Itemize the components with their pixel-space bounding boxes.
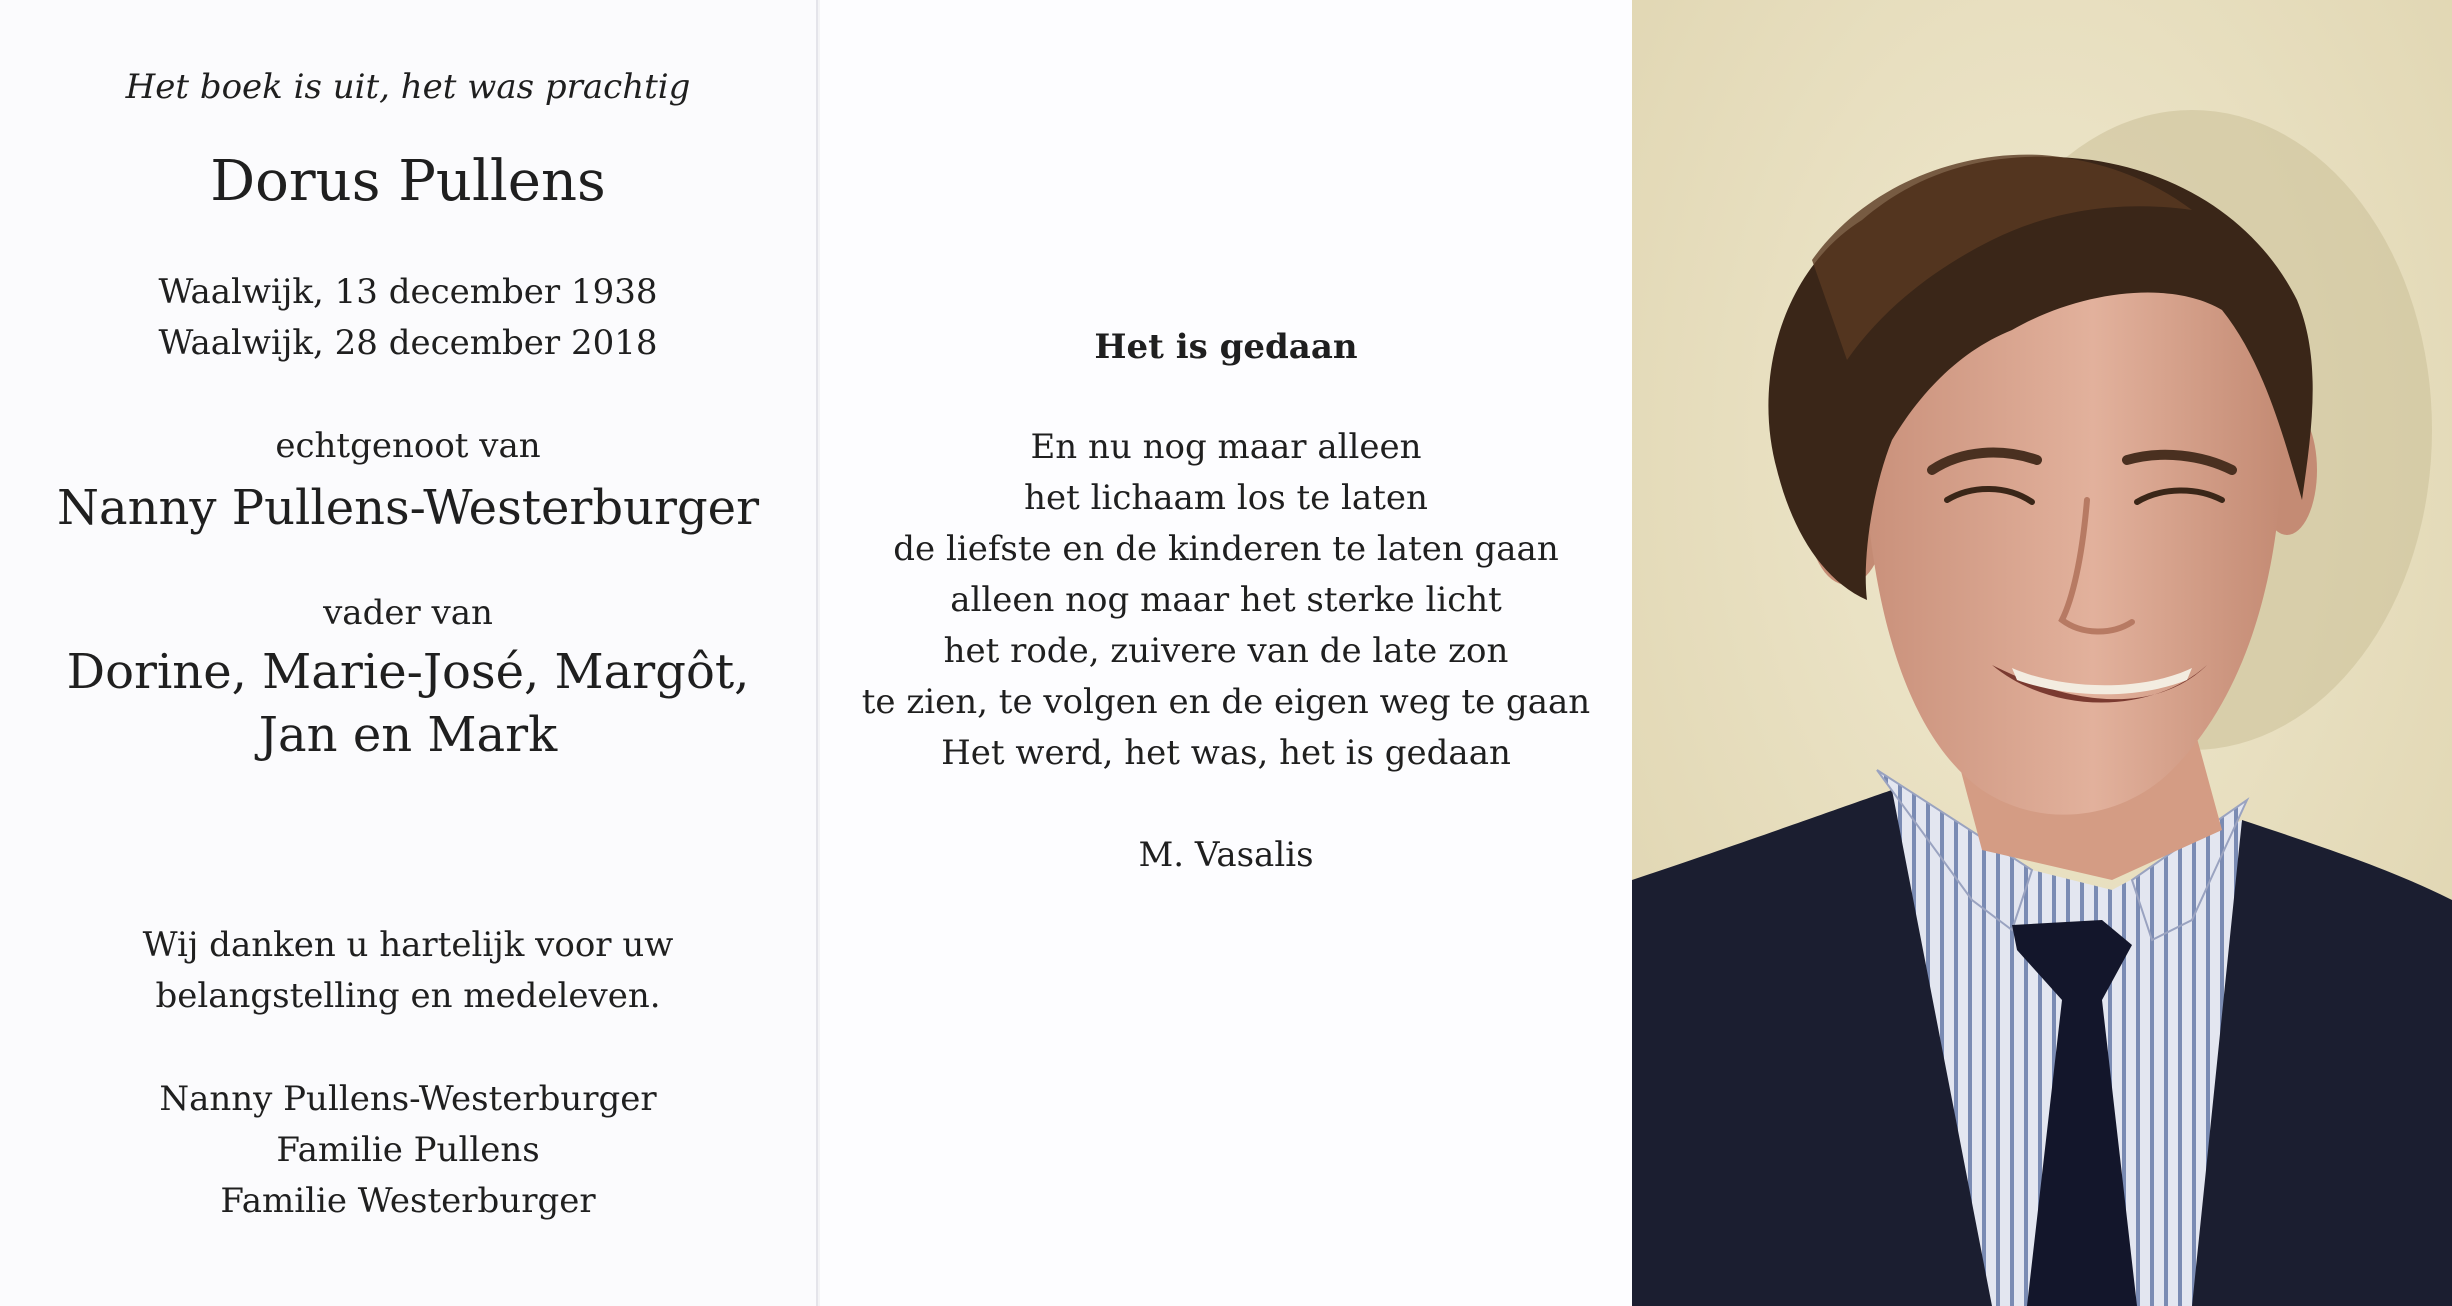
portrait-illustration [1632, 0, 2452, 1306]
thanks-line1: Wij danken u hartelijk voor uw [142, 925, 674, 965]
poem-line: Het werd, het was, het is gedaan [941, 733, 1511, 773]
signatory: Nanny Pullens-Westerburger [159, 1079, 657, 1119]
poem-author: M. Vasalis [1138, 835, 1314, 875]
thanks-line2: belangstelling en medeleven. [155, 976, 661, 1016]
spouse-name: Nanny Pullens-Westerburger [56, 480, 760, 536]
children-names-line1: Dorine, Marie-José, Margôt, [66, 644, 750, 700]
portrait-photo [1632, 0, 2452, 1306]
death-date: Waalwijk, 28 december 2018 [158, 323, 658, 363]
birth-date: Waalwijk, 13 december 1938 [158, 272, 658, 312]
deceased-name: Dorus Pullens [210, 149, 606, 214]
motto: Het boek is uit, het was prachtig [125, 67, 691, 107]
poem-line: te zien, te volgen en de eigen weg te gaan [861, 682, 1591, 722]
children-intro: vader van [323, 593, 493, 633]
poem-line: de liefste en de kinderen te laten gaan [893, 529, 1559, 569]
poem-line: het rode, zuivere van de late zon [943, 631, 1509, 671]
spouse-intro: echtgenoot van [275, 426, 541, 466]
signatory: Familie Westerburger [220, 1181, 596, 1221]
poem-line: En nu nog maar alleen [1030, 427, 1422, 467]
signatory: Familie Pullens [276, 1130, 540, 1170]
children-names-line2: Jan en Mark [258, 707, 558, 763]
left-panel [0, 0, 818, 1306]
poem-line: het lichaam los te laten [1024, 478, 1428, 518]
middle-panel [820, 0, 1632, 1306]
poem-line: alleen nog maar het sterke licht [950, 580, 1502, 620]
poem-title: Het is gedaan [1094, 327, 1358, 367]
